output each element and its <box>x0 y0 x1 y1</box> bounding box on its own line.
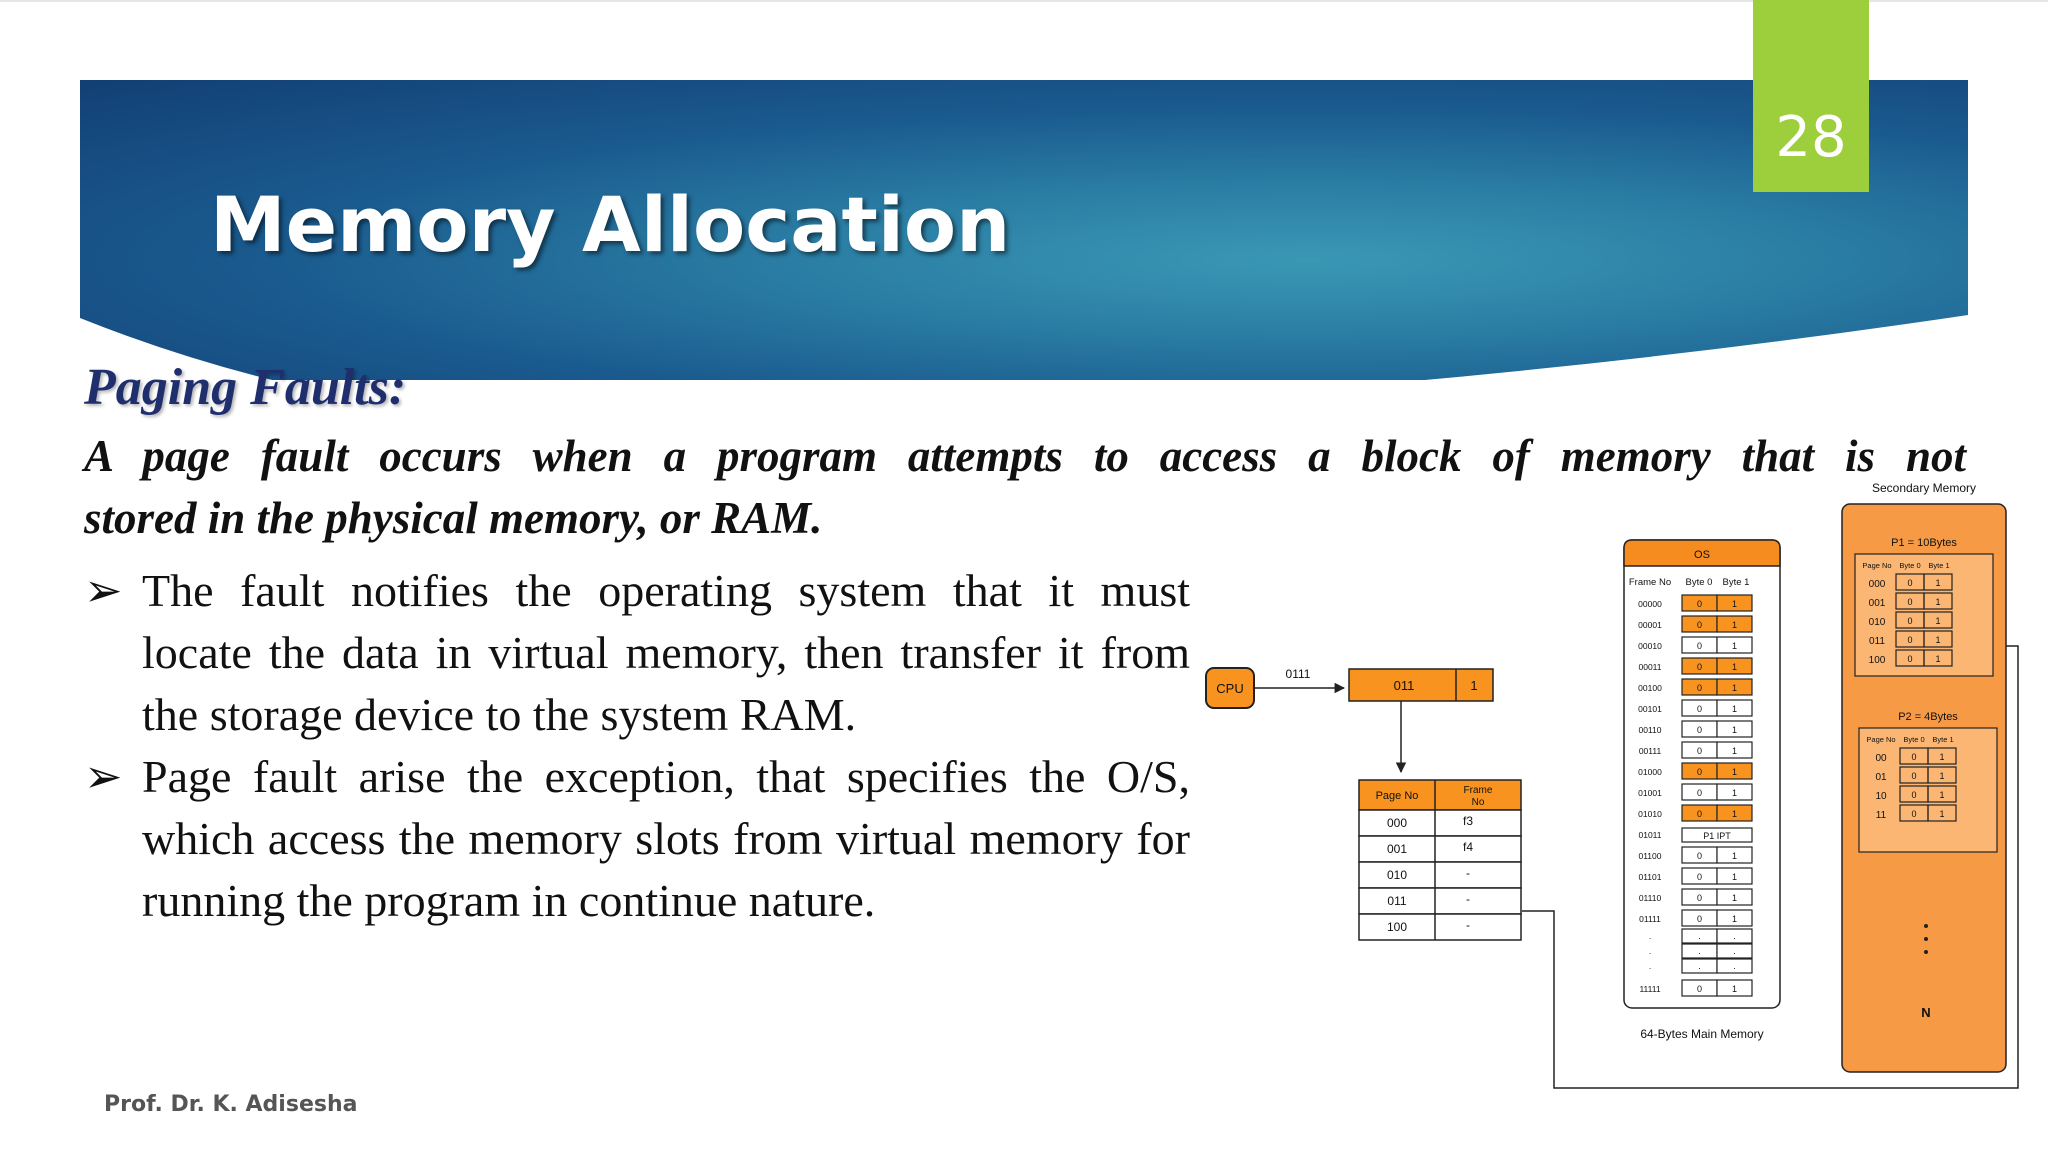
byte1-value: 1 <box>1731 851 1738 861</box>
byte0-value: 0 <box>1696 788 1703 798</box>
p2-page-title: P2 = 4Bytes <box>1898 711 1958 723</box>
page-table-row <box>1359 836 1521 862</box>
byte1-value: 1 <box>1731 599 1738 609</box>
byte0-value: 0 <box>1696 914 1703 924</box>
p1-page-byte1-value: 1 <box>1935 616 1941 626</box>
page-table-page-cell: 001 <box>1386 842 1408 856</box>
p2-page-page-no: 01 <box>1875 772 1887 783</box>
arrow-bullet-icon: ➢ <box>84 565 123 616</box>
byte1-value: 1 <box>1731 893 1738 903</box>
cpu-label: CPU <box>1216 681 1244 696</box>
byte1-value: 1 <box>1731 683 1738 693</box>
byte0-value: 0 <box>1696 620 1703 630</box>
p2-page-header-byte0: Byte 0 <box>1903 735 1925 744</box>
page-table-frame-cell: - <box>1466 866 1470 880</box>
p1-page-byte0-value: 0 <box>1907 616 1913 626</box>
logical-address-label: 0111 <box>1285 667 1311 681</box>
byte1-value: 1 <box>1731 872 1738 882</box>
frame-no-header: Frame No <box>1628 577 1672 588</box>
byte1-header: Byte 1 <box>1722 577 1750 588</box>
author-footer: Prof. Dr. K. Adisesha <box>104 1092 358 1117</box>
p1-page-byte1-value: 1 <box>1935 635 1941 645</box>
p1-page-byte0-value: 0 <box>1907 635 1913 645</box>
byte0-value: 0 <box>1696 725 1703 735</box>
page-number: 28 <box>1775 105 1847 170</box>
page-table-page-cell: 000 <box>1386 816 1408 830</box>
frame-number: 01110 <box>1638 893 1662 903</box>
frame-number: 00000 <box>1638 599 1662 609</box>
p2-page-byte1-value: 1 <box>1939 790 1945 800</box>
byte1-value: 1 <box>1731 746 1738 756</box>
p2-page-page-no: 11 <box>1875 810 1887 821</box>
p2-page-byte0-value: 0 <box>1911 752 1917 762</box>
frame-number: 00011 <box>1638 662 1662 672</box>
p1-page-byte1-value: 1 <box>1935 654 1941 664</box>
byte1-value: . <box>1733 961 1736 971</box>
p2-page-byte1-value: 1 <box>1939 771 1945 781</box>
top-border <box>0 0 2048 2</box>
byte1-value: 1 <box>1731 914 1738 924</box>
frame-number: 01101 <box>1638 872 1662 882</box>
byte0-value: 0 <box>1696 746 1703 756</box>
secondary-memory-n-label: N <box>1921 1005 1931 1020</box>
frame-number: . <box>1648 931 1652 941</box>
p2-page-header-page: Page No <box>1866 735 1896 744</box>
byte1-value: 1 <box>1731 809 1738 819</box>
p1-page-page-no: 001 <box>1868 598 1886 609</box>
secondary-memory <box>1842 481 2006 1072</box>
byte0-value: 0 <box>1696 662 1703 672</box>
p1-page-header-page: Page No <box>1862 561 1892 570</box>
page-number-badge <box>1753 0 1869 192</box>
frame-number: 01001 <box>1638 788 1662 798</box>
p2-page-byte0-value: 0 <box>1911 790 1917 800</box>
p2-page-byte0-value: 0 <box>1911 809 1917 819</box>
p1-page-page-no: 100 <box>1868 655 1886 666</box>
frame-number: 00010 <box>1638 641 1662 651</box>
byte0-value: . <box>1698 931 1701 941</box>
p1-page-byte1-value: 1 <box>1935 597 1941 607</box>
page-table-frame-cell: - <box>1466 918 1470 932</box>
ellipsis-dot <box>1924 937 1928 941</box>
frame-number: 01111 <box>1639 914 1661 924</box>
byte0-value: . <box>1698 961 1701 971</box>
secondary-memory-label: Secondary Memory <box>1871 481 1977 495</box>
page-table-frame-cell: f4 <box>1462 840 1474 854</box>
page-table-frame-cell: f3 <box>1462 814 1474 828</box>
ipt-label: P1 IPT <box>1703 831 1731 841</box>
page-table-page-cell: 100 <box>1386 920 1408 934</box>
frame-number: 00111 <box>1638 746 1662 756</box>
page-table <box>1359 780 1521 940</box>
p1-page-byte0-value: 0 <box>1907 597 1913 607</box>
p1-page-byte0-value: 0 <box>1907 578 1913 588</box>
p1-page-header-byte1: Byte 1 <box>1928 561 1950 570</box>
page-table-header-frame: Frame <box>1463 785 1493 796</box>
address-page-bits: 011 <box>1393 678 1415 693</box>
p1-page-page-no: 011 <box>1869 636 1885 647</box>
page-table-row <box>1359 888 1521 914</box>
byte1-value: . <box>1733 946 1736 956</box>
byte1-value: 1 <box>1731 788 1738 798</box>
main-memory <box>1624 540 1780 1041</box>
p2-page-byte0-value: 0 <box>1911 771 1917 781</box>
bullet-text-2: Page fault arise the exception, that specifies the O/S, which access the memory slots from virtual memory for running the program in continue nature. <box>142 751 1190 926</box>
page-table-header-frame-no: No <box>1471 797 1485 808</box>
byte1-value: 1 <box>1731 725 1738 735</box>
byte0-value: 0 <box>1696 641 1703 651</box>
byte1-value: . <box>1733 931 1736 941</box>
page-table-frame-cell: - <box>1466 892 1470 906</box>
page-table-header-page: Page No <box>1375 790 1419 802</box>
p1-page-title: P1 = 10Bytes <box>1891 537 1957 549</box>
bullet-item-1 <box>84 560 1190 746</box>
byte1-value: 1 <box>1731 984 1738 994</box>
p2-page-page-no: 00 <box>1875 753 1887 764</box>
page-table-page-cell: 010 <box>1386 868 1408 882</box>
arrow-bullet-icon: ➢ <box>84 751 123 802</box>
page-table-row <box>1359 914 1521 940</box>
p1-page-page-no: 000 <box>1868 579 1886 590</box>
p2-page-header-byte1: Byte 1 <box>1932 735 1954 744</box>
frame-number: 00100 <box>1638 683 1662 693</box>
paging-diagram <box>1196 476 2048 1096</box>
frame-number: 11111 <box>1639 984 1661 994</box>
byte1-value: 1 <box>1731 641 1738 651</box>
bullet-text-1: The fault notifies the operating system that it must locate the data in virtual memory, then transfer it from the storage device to the system RAM. <box>142 565 1190 740</box>
ellipsis-dot <box>1924 950 1928 954</box>
address-offset-bit: 1 <box>1470 678 1478 693</box>
page-table-row <box>1359 810 1521 836</box>
os-label: OS <box>1694 549 1710 561</box>
frame-number: 00101 <box>1638 704 1662 714</box>
byte1-value: 1 <box>1731 767 1738 777</box>
byte0-value: 0 <box>1696 851 1703 861</box>
p2-page-page-no: 10 <box>1875 791 1887 802</box>
frame-number: . <box>1648 961 1652 971</box>
byte0-header: Byte 0 <box>1685 577 1713 588</box>
frame-number: . <box>1648 946 1652 956</box>
slide-title: Memory Allocation <box>210 180 1011 269</box>
bullet-item-2 <box>84 746 1190 932</box>
byte1-value: 1 <box>1731 704 1738 714</box>
main-memory-caption: 64-Bytes Main Memory <box>1640 1027 1764 1041</box>
byte0-value: 0 <box>1696 893 1703 903</box>
frame-number: 00110 <box>1638 725 1662 735</box>
byte0-value: 0 <box>1696 767 1703 777</box>
byte0-value: 0 <box>1696 809 1703 819</box>
p2-page-byte1-value: 1 <box>1939 809 1945 819</box>
byte0-value: 0 <box>1696 984 1703 994</box>
p1-page-byte0-value: 0 <box>1907 654 1913 664</box>
intro-line-1: A page fault occurs when a program attempts to access a block of memory that is not <box>84 431 1966 481</box>
byte1-value: 1 <box>1731 662 1738 672</box>
p1-page-header-byte0: Byte 0 <box>1899 561 1921 570</box>
frame-number: 01010 <box>1638 809 1662 819</box>
ellipsis-dot <box>1924 924 1928 928</box>
p2-page-byte1-value: 1 <box>1939 752 1945 762</box>
p1-page-byte1-value: 1 <box>1935 578 1941 588</box>
bullet-list <box>84 560 1190 932</box>
page-table-page-cell: 011 <box>1387 894 1407 908</box>
byte0-value: 0 <box>1696 599 1703 609</box>
byte0-value: 0 <box>1696 704 1703 714</box>
frame-number: 00001 <box>1638 620 1662 630</box>
intro-line-2: stored in the physical memory, or RAM. <box>84 493 823 543</box>
p1-page-page-no: 010 <box>1868 617 1886 628</box>
section-heading: Paging Faults: <box>84 359 407 416</box>
frame-number: 01011 <box>1638 830 1662 840</box>
page-table-row <box>1359 862 1521 888</box>
byte0-value: . <box>1698 946 1701 956</box>
byte0-value: 0 <box>1696 872 1703 882</box>
byte1-value: 1 <box>1731 620 1738 630</box>
frame-number: 01100 <box>1638 851 1662 861</box>
frame-number: 01000 <box>1638 767 1662 777</box>
byte0-value: 0 <box>1696 683 1703 693</box>
